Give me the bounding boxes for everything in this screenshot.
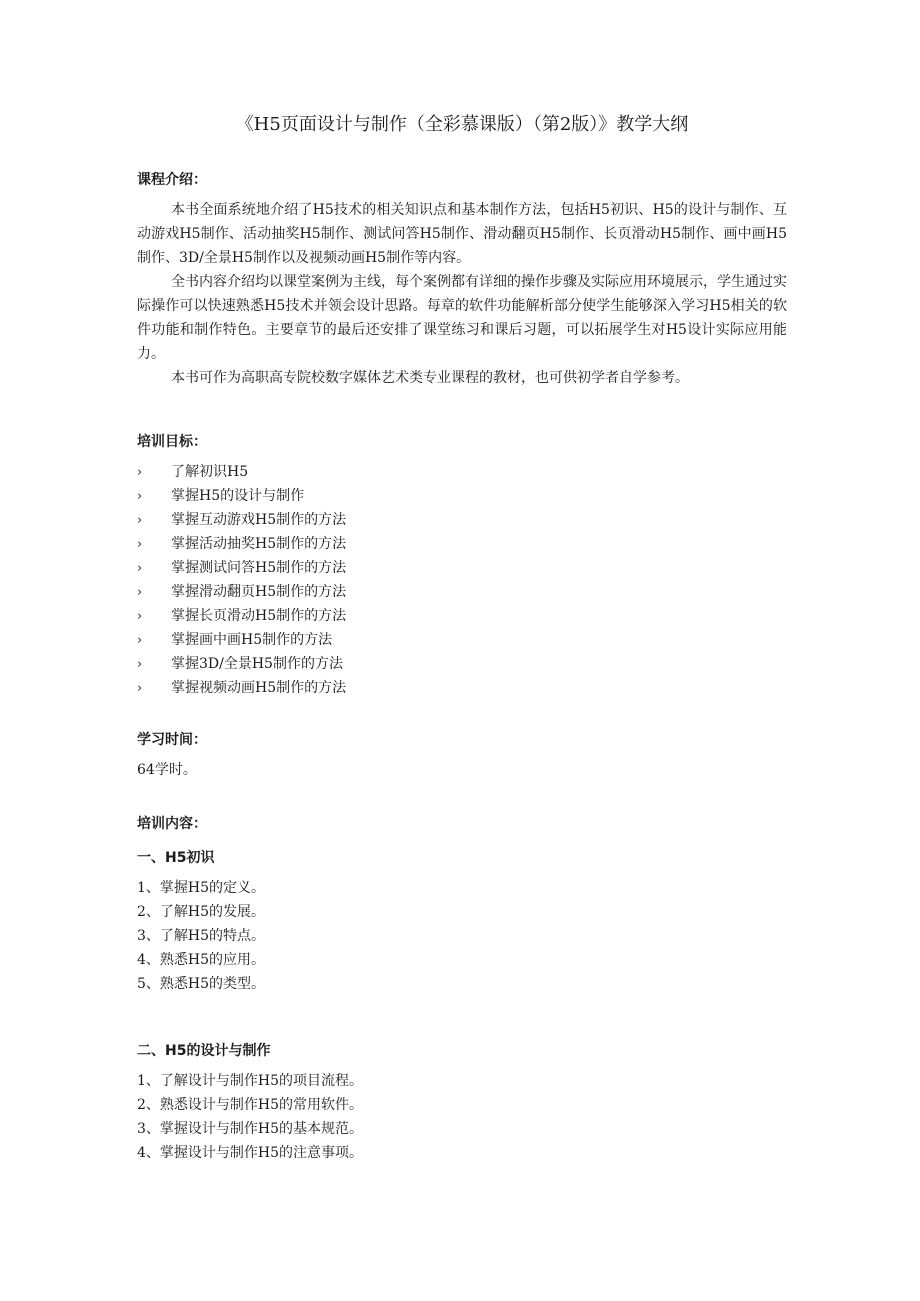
chevron-right-icon: › xyxy=(137,561,143,576)
chevron-right-icon: › xyxy=(137,609,143,624)
list-item: 3、了解H5的特点。 xyxy=(137,928,266,944)
section-2-list xyxy=(137,1069,363,1165)
goal-text: 掌握3D/全景H5制作的方法 xyxy=(171,656,343,672)
course-intro-paragraph-3: 本书可作为高职高专院校数字媒体艺术类专业课程的教材，也可供初学者自学参考。 xyxy=(171,370,689,386)
training-goals-list xyxy=(137,460,346,700)
goal-text: 掌握画中画H5制作的方法 xyxy=(171,632,333,648)
goal-text: 掌握测试问答H5制作的方法 xyxy=(171,560,347,576)
goal-text: 掌握活动抽奖H5制作的方法 xyxy=(171,536,347,552)
list-item xyxy=(137,508,346,532)
goal-text: 掌握H5的设计与制作 xyxy=(171,488,305,504)
chevron-right-icon: › xyxy=(137,489,143,504)
goal-text: 掌握滑动翻页H5制作的方法 xyxy=(171,584,347,600)
list-item: 2、熟悉设计与制作H5的常用软件。 xyxy=(137,1097,364,1113)
list-item xyxy=(137,652,346,676)
chevron-right-icon: › xyxy=(137,657,143,672)
list-item: 1、了解设计与制作H5的项目流程。 xyxy=(137,1073,364,1089)
goal-text: 掌握互动游戏H5制作的方法 xyxy=(171,512,347,528)
chevron-right-icon: › xyxy=(137,585,143,600)
study-time-heading: 学习时间： xyxy=(137,732,207,748)
list-item: 4、掌握设计与制作H5的注意事项。 xyxy=(137,1145,364,1161)
list-item: 5、熟悉H5的类型。 xyxy=(137,976,266,992)
list-item xyxy=(137,676,346,700)
list-item xyxy=(137,484,346,508)
list-item: 2、了解H5的发展。 xyxy=(137,904,266,920)
list-item xyxy=(137,556,346,580)
course-intro-paragraph-2: 全书内容介绍均以课堂案例为主线，每个案例都有详细的操作步骤及实际应用环境展示，学生通过实际操作可以快速熟悉H5技术并领会设计思路。每章的软件功能解析部分使学生能够深入学习H5相关的软件功能和制作特色。主要章节的最后还安排了课堂练习和课后习题，可以拓展学生对H5设计实际应用能力。 xyxy=(137,274,787,362)
course-intro-heading: 课程介绍： xyxy=(137,172,207,188)
document-title: 《H5页面设计与制作（全彩慕课版）（第2版）》教学大纲 xyxy=(235,114,689,135)
list-item xyxy=(137,604,346,628)
study-time-value: 64学时。 xyxy=(137,762,197,778)
chevron-right-icon: › xyxy=(137,681,143,696)
list-item: 1、掌握H5的定义。 xyxy=(137,880,266,896)
chevron-right-icon: › xyxy=(137,633,143,648)
chevron-right-icon: › xyxy=(137,537,143,552)
list-item xyxy=(137,580,346,604)
section-1-list xyxy=(137,876,265,996)
chevron-right-icon: › xyxy=(137,465,143,480)
section-title-2: 二、H5的设计与制作 xyxy=(137,1043,271,1059)
training-content-heading: 培训内容： xyxy=(137,816,207,832)
goal-text: 了解初识H5 xyxy=(171,464,249,480)
list-item: 3、掌握设计与制作H5的基本规范。 xyxy=(137,1121,364,1137)
goal-text: 掌握长页滑动H5制作的方法 xyxy=(171,608,347,624)
list-item xyxy=(137,628,346,652)
list-item xyxy=(137,532,346,556)
chevron-right-icon: › xyxy=(137,513,143,528)
list-item xyxy=(137,460,346,484)
course-intro-paragraph-1: 本书全面系统地介绍了H5技术的相关知识点和基本制作方法，包括H5初识、H5的设计与制作、互动游戏H5制作、活动抽奖H5制作、测试问答H5制作、滑动翻页H5制作、长页滑动H5制作、画中画H5制作、3D/全景H5制作以及视频动画H5制作等内容。 xyxy=(137,202,787,266)
section-title-1: 一、H5初识 xyxy=(137,850,215,866)
list-item: 4、熟悉H5的应用。 xyxy=(137,952,266,968)
training-goals-heading: 培训目标： xyxy=(137,434,207,450)
goal-text: 掌握视频动画H5制作的方法 xyxy=(171,680,347,696)
